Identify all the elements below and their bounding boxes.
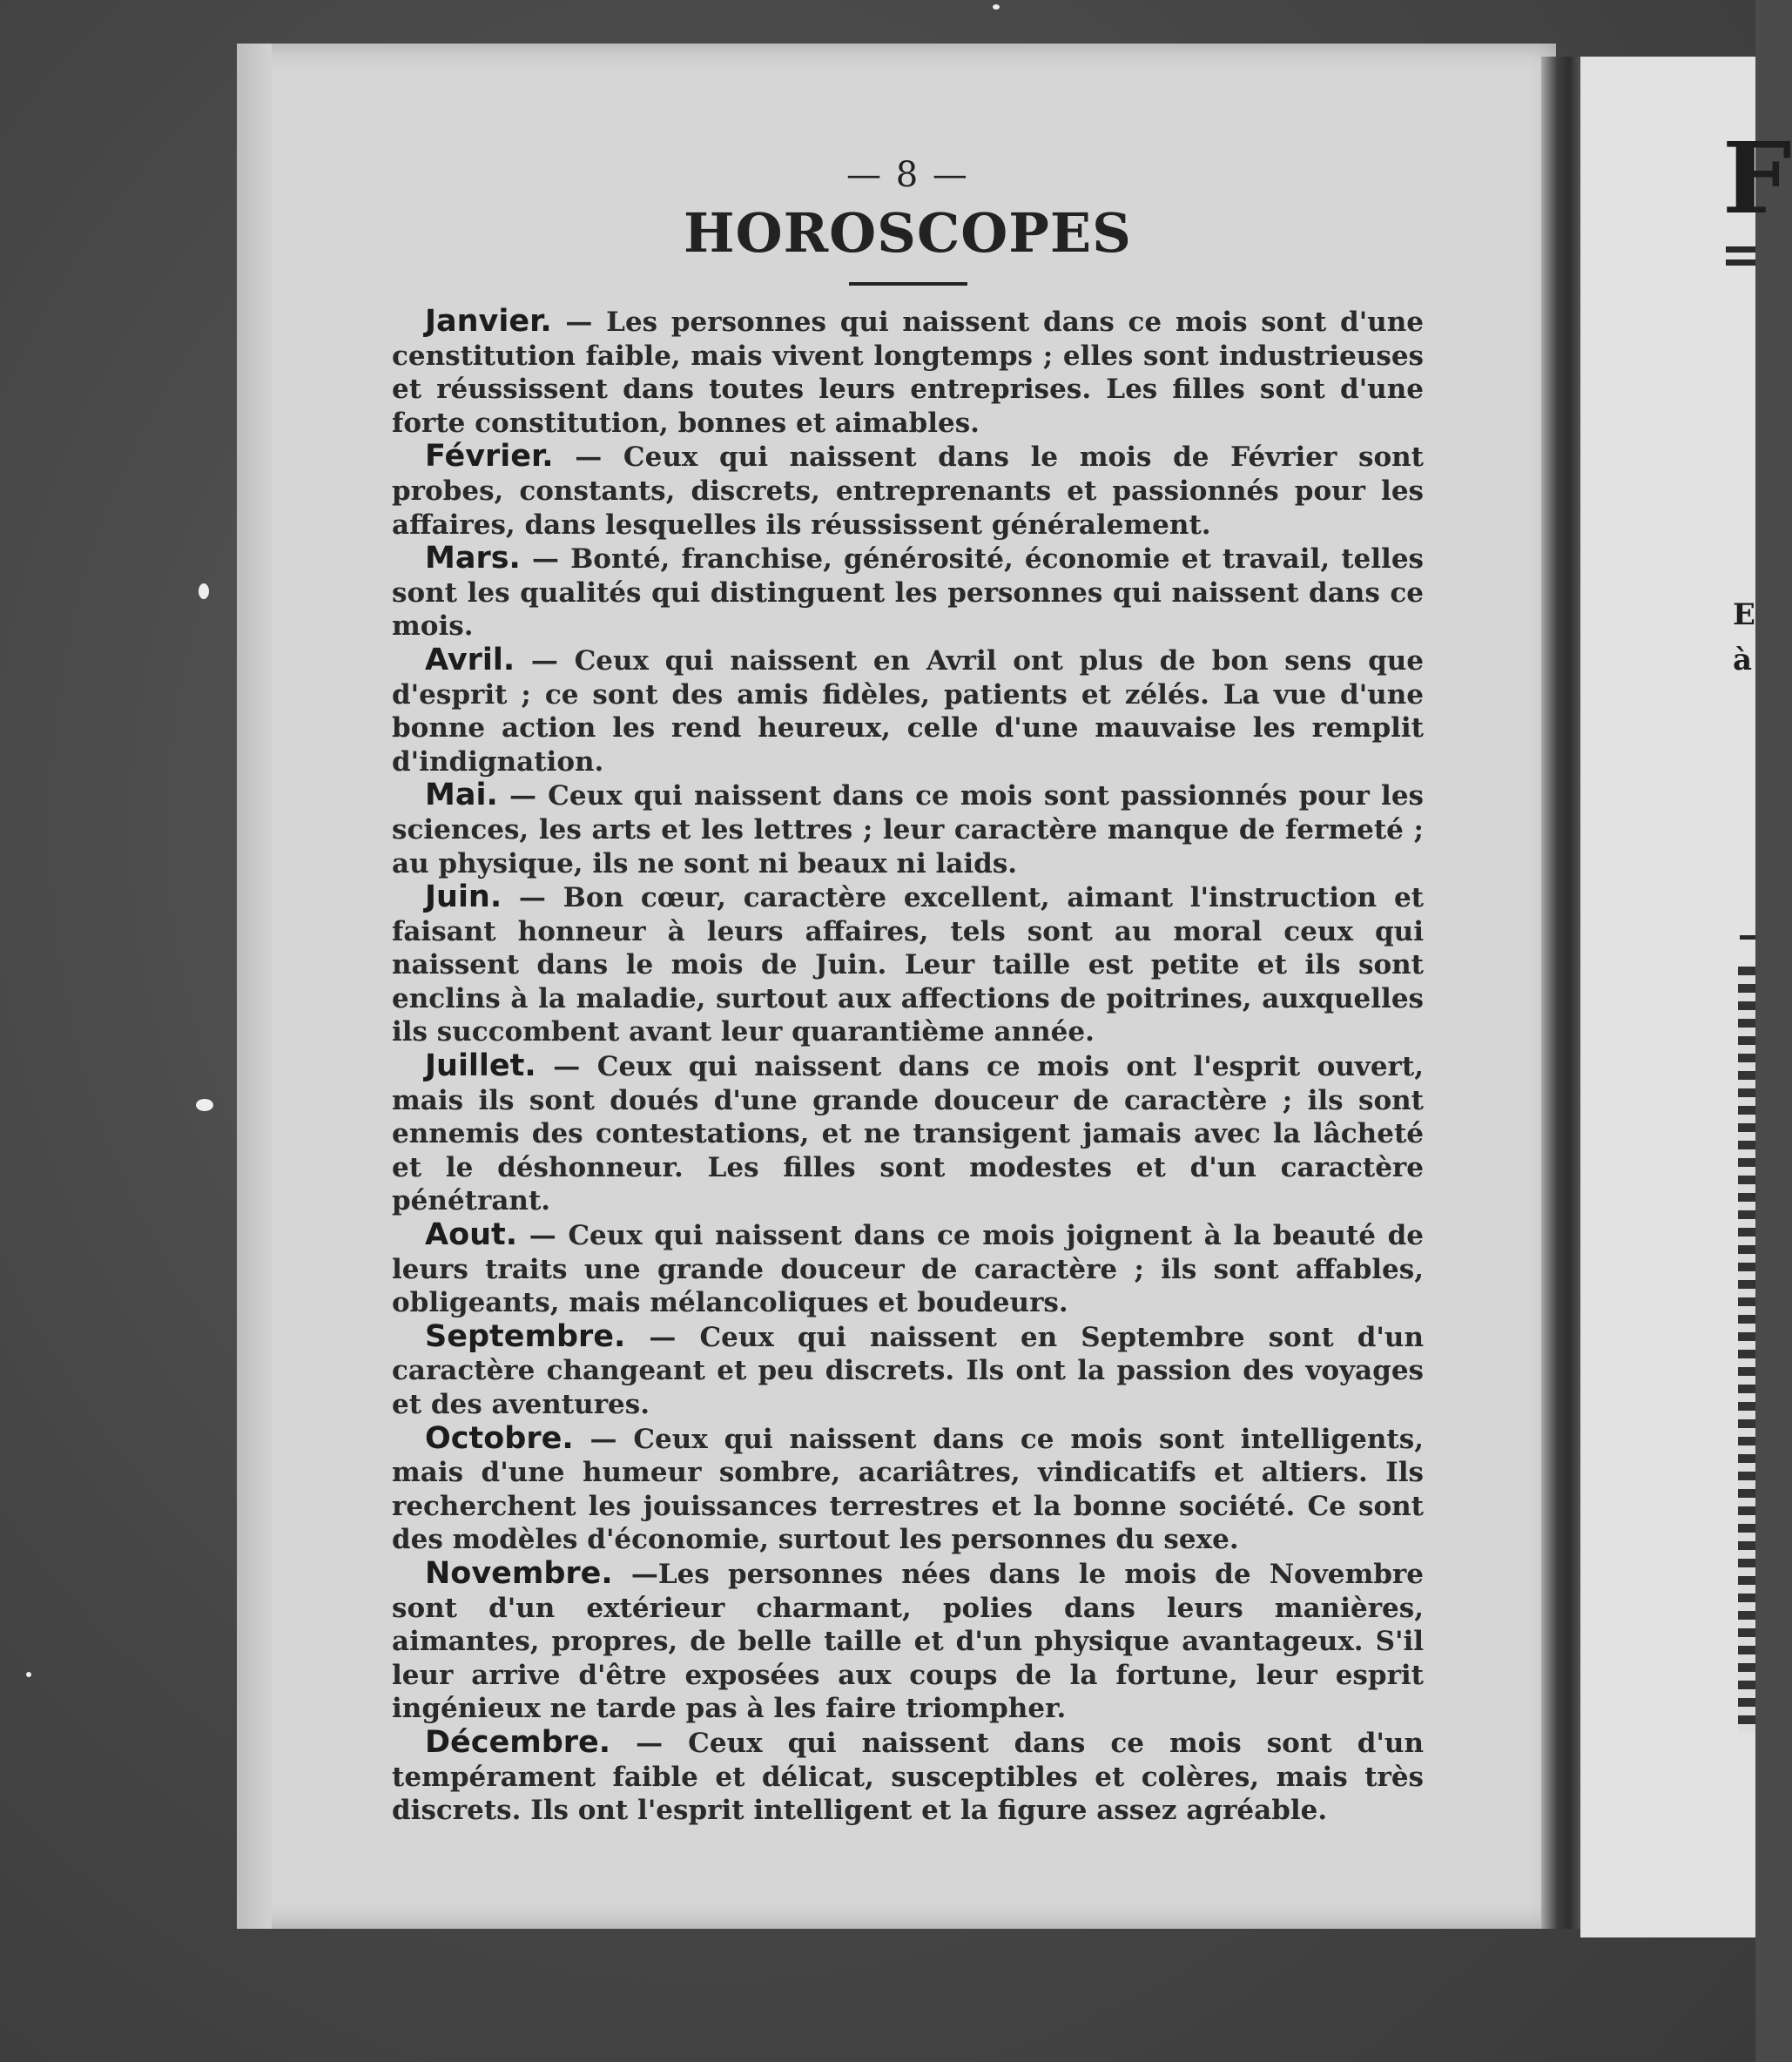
month-label: Juin.: [425, 879, 502, 915]
entry-text: — Les personnes qui naissent dans ce mois sont d'une censtitution faible, mais vivent longtemps ; elles sont industrieuses et réussissent dans toutes leurs entreprises. Les filles sont d'une forte constitution, bonnes et aimables.: [392, 307, 1424, 439]
page-title: HOROSCOPES: [684, 201, 1132, 265]
month-label: Aout.: [425, 1217, 518, 1253]
horoscope-entry-septembre: [392, 1320, 1424, 1422]
facing-page-line-2: à: [1733, 643, 1753, 677]
month-label: Janvier.: [425, 304, 552, 339]
facing-page-line-1: E: [1733, 597, 1755, 632]
entry-text: — Ceux qui naissent en Avril ont plus de bon sens que d'esprit ; ce sont des amis fidèles, patients et zélés. La vue d'une bonne action les rend heureux, celle d'une mauvaise les remplit d'indignation.: [392, 644, 1425, 778]
dust-speck: [993, 4, 1000, 10]
month-label: Avril.: [425, 642, 515, 677]
entry-text: — Ceux qui naissent dans le mois de Février sont probes, constants, discrets, entreprenants et passionnés pour les affaires, dans lesquelles ils réussissent généralement.: [392, 441, 1424, 541]
book-spine: [1541, 57, 1581, 1929]
facing-page-double-rule-top: [1726, 246, 1755, 253]
entry-text: — Ceux qui naissent dans ce mois sont d'un tempérament faible et délicat, susceptibles et colères, mais très discrets. Ils ont l'esprit intelligent et la figure assez agréable.: [392, 1727, 1424, 1827]
entry-text: — Bonté, franchise, générosité, économie et travail, telles sont les qualités qui distinguent les personnes qui naissent dans ce mois.: [392, 543, 1424, 643]
facing-page-dash: [1740, 935, 1755, 940]
month-label: Décembre.: [425, 1724, 611, 1760]
title-divider: [849, 282, 967, 286]
facing-page-double-rule-bottom: [1726, 259, 1755, 266]
entry-text: — Ceux qui naissent en Septembre sont d'un caractère changeant et peu discrets. Ils ont la passion des voyages et des aventures.: [392, 1321, 1424, 1420]
month-label: Septembre.: [425, 1318, 626, 1354]
entry-text: — Ceux qui naissent dans ce mois sont intelligents, mais d'une humeur sombre, acariâtres, vindicatifs et altiers. Ils recherchent les jouissances terrestres et la bonne société. Ce sont des modèles d'économie, surtout les personnes du sexe.: [392, 1423, 1424, 1556]
page-number: — 8 —: [846, 155, 969, 195]
facing-page: [1580, 57, 1755, 1937]
horoscope-entry-mai: [392, 778, 1424, 880]
horoscope-entry-janvier: [392, 305, 1424, 440]
month-label: Février.: [425, 439, 554, 475]
horoscope-entry-decembre: [392, 1726, 1424, 1828]
left-page-edge: [237, 44, 272, 1929]
entry-text: — Ceux qui naissent dans ce mois joignent à la beauté de leurs traits une grande douceur de caractère ; ils sont affables, obligeants, mais mélancoliques et boudeurs.: [392, 1220, 1424, 1319]
month-label: Juillet.: [425, 1048, 536, 1084]
horoscope-entry-juillet: [392, 1049, 1424, 1218]
horoscope-entry-mars: [392, 542, 1424, 644]
entry-text: — Ceux qui naissent dans ce mois sont passionnés pour les sciences, les arts et les lettres ; leur caractère manque de fermeté ; au physique, ils ne sont ni beaux ni laids.: [392, 780, 1424, 879]
month-label: Octobre.: [425, 1420, 574, 1456]
horoscope-entry-avril: [392, 644, 1424, 778]
horoscope-entry-aout: [392, 1218, 1424, 1320]
entry-text: — Ceux qui naissent dans ce mois ont l'esprit ouvert, mais ils sont doués d'une grande douceur de caractère ; ils sont ennemis des contestations, et ne transigent jamais avec la lâcheté et le déshonneur. Les filles sont modestes et d'un caractère pénétrant.: [392, 1051, 1424, 1217]
dust-speck: [26, 1672, 31, 1677]
month-label: Mars.: [425, 541, 521, 576]
horoscope-entry-juin: [392, 880, 1424, 1049]
entry-text: — Bon cœur, caractère excellent, aimant l'instruction et faisant honneur à leurs affaires, tels sont au moral ceux qui naissent dans le mois de Juin. Leur taille est petite et ils sont enclins à la maladie, surtout aux affections de poitrines, auxquelles ils succombent avant leur quarantième année.: [392, 882, 1424, 1048]
horoscope-entry-novembre: [392, 1557, 1424, 1726]
facing-page-border-strip: [1738, 967, 1755, 1733]
facing-page-top-letter: F: [1722, 122, 1792, 236]
month-label: Mai.: [425, 778, 498, 813]
horoscope-entry-fevrier: [392, 440, 1424, 542]
horoscope-entry-octobre: [392, 1422, 1424, 1557]
dust-speck: [196, 1099, 213, 1111]
month-label: Novembre.: [425, 1555, 613, 1591]
page-content: [392, 148, 1424, 1828]
dust-speck: [199, 583, 209, 599]
entry-text: —Les personnes nées dans le mois de Novembre sont d'un extérieur charmant, polies dans leurs manières, aimantes, propres, de belle taille et d'un physique avantageux. S'il leur arrive d'être exposées aux coups de la fortune, leur esprit ingénieux ne tarde pas à les faire triompher.: [392, 1558, 1424, 1725]
